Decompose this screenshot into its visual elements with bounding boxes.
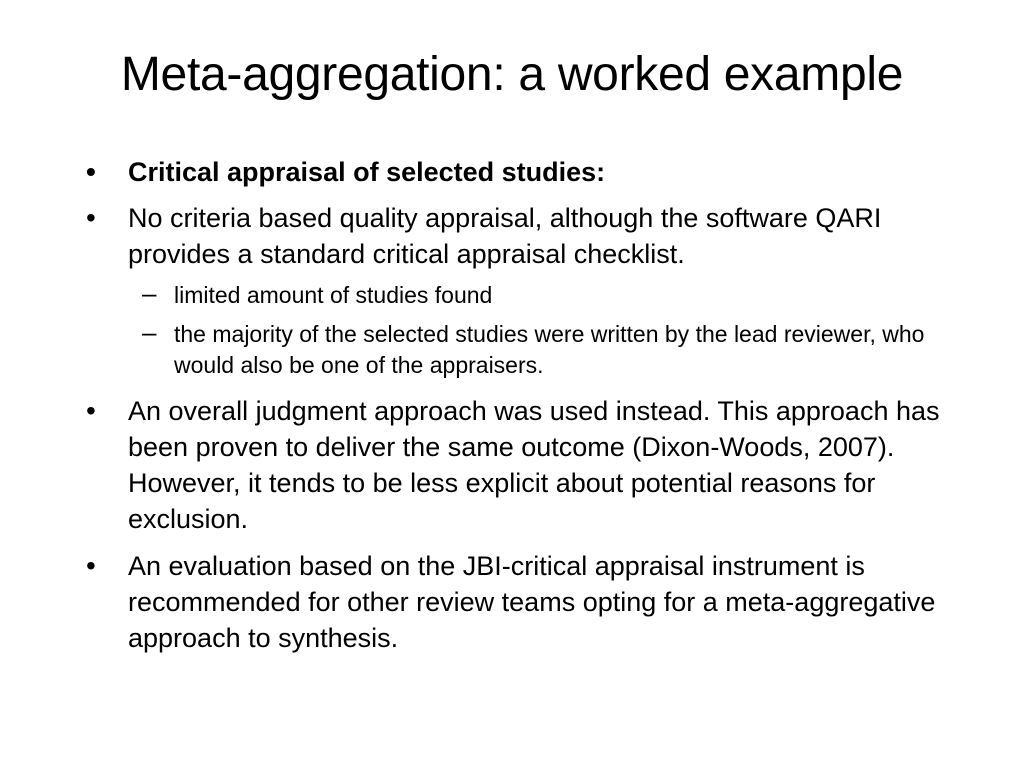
bullet-text: An evaluation based on the JBI-critical appraisal instrument is recommended for other review teams opting for a meta-aggregative approach to synthesis.: [128, 551, 936, 653]
bullet-text: Critical appraisal of selected studies:: [128, 157, 606, 187]
dash-marker: –: [142, 317, 157, 347]
bullet-item-critical-appraisal: [86, 154, 968, 190]
bullet-item-overall-judgment: [86, 393, 968, 537]
bullet-text: limited amount of studies found: [174, 282, 493, 308]
bullet-marker: •: [86, 156, 96, 187]
dash-marker: –: [142, 278, 157, 308]
bullet-text: the majority of the selected studies were written by the lead reviewer, who would also be one of the appraisers.: [174, 321, 925, 378]
bullet-text: No criteria based quality appraisal, although the software QARI provides a standard critical appraisal checklist.: [128, 203, 882, 269]
bullet-item-jbi-evaluation: [86, 548, 968, 656]
bullet-marker: •: [86, 550, 96, 581]
bullet-text: An overall judgment approach was used instead. This approach has been proven to deliver the same outcome (Dixon-Woods, 2007). However, it tends to be less explicit about potential reasons for exclusion.: [128, 396, 940, 534]
bullet-marker: •: [86, 202, 96, 233]
sub-bullet-lead-reviewer: [142, 317, 954, 381]
slide-title: Meta-aggregation: a worked example: [120, 48, 904, 101]
bullet-item-no-criteria: [86, 200, 968, 272]
sub-bullet-limited-studies: [142, 278, 954, 311]
bullet-marker: •: [86, 395, 96, 426]
